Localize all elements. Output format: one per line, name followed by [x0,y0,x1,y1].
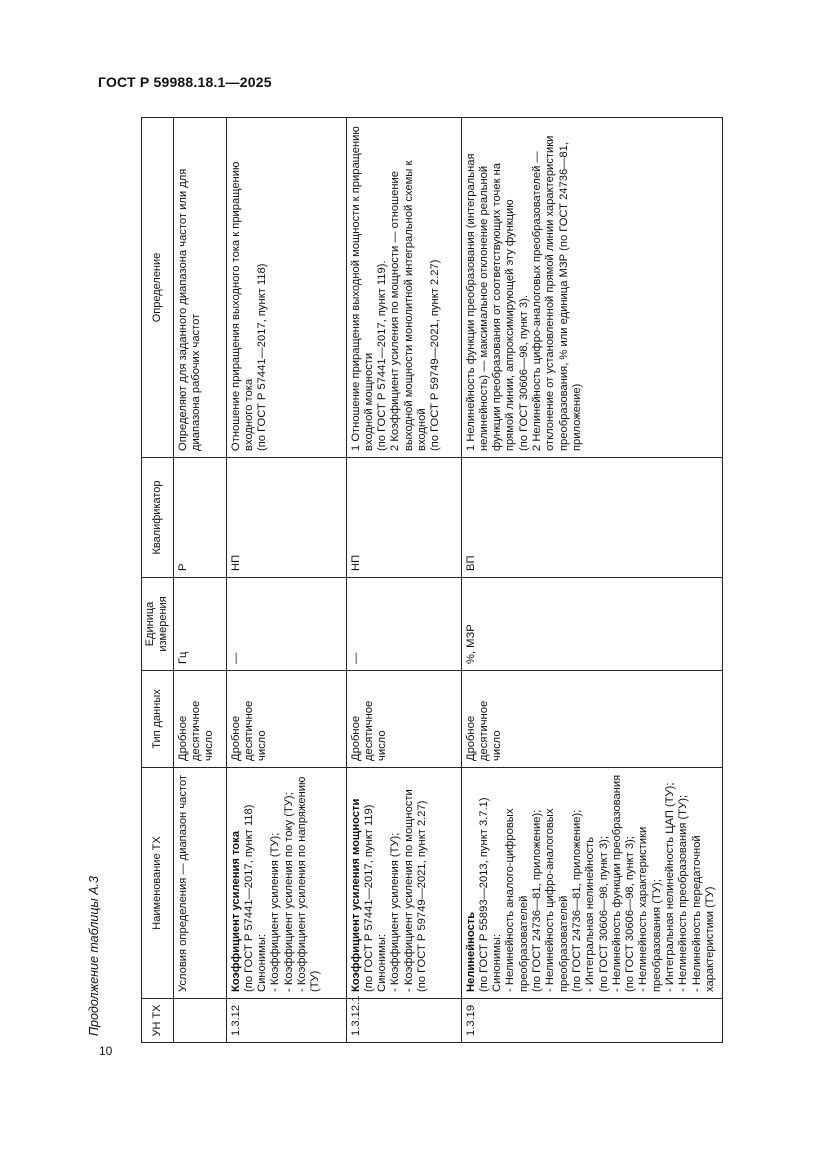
column-header-unit: Единица измерения [142,578,174,671]
name-line: - Коэффициент усиления (ТУ); [269,832,282,992]
definition-line: (по ГОСТ Р 57441—2017, пункт 118) [256,263,269,451]
name-title: Нелинейность [464,911,477,992]
name-line: Синонимы: [376,934,389,992]
column-header-id: УН ТХ [142,999,174,1043]
cell-type: Дробное десятичное число [226,671,346,768]
definition-line: (по ГОСТ Р 57441—2017, пункт 119). [376,260,389,451]
cell-type: Дробное десятичное число [173,671,226,768]
table-caption: Продолжение таблицы А.3 [87,876,101,1036]
name-line: Синонимы: [256,934,269,992]
cell-unit: — [346,578,461,671]
cell-unit: — [226,578,346,671]
name-line: (по ГОСТ 24736—81, приложение); [531,809,544,992]
cell-qualifier: НП [346,458,461,578]
name-line: - Нелинейность преобразования (ТУ); [677,794,690,992]
column-header-qualifier: Квалификатор [142,458,174,578]
table-row [461,118,722,1043]
column-header-definition: Определение [142,118,174,458]
document-header: ГОСТ Р 59988.18.1—2025 [98,74,272,90]
table-row [173,118,226,1043]
name-line: (по ГОСТ Р 57441—2017, пункт 119) [362,804,375,992]
cell-unit: %, МЗР [461,578,722,671]
name-line: - Коэффициент усиления по напряжению (ТУ) [296,776,322,992]
table-row [226,118,346,1043]
name-title: Коэффициент усиления мощности [349,798,362,992]
column-header-type: Тип данных [142,671,174,768]
rotated-table-container [141,118,723,1043]
name-line: - Коэффициент усиления по току (ТУ); [282,792,295,992]
definition-line: Отношение приращения выходного тока к приращению входного тока [229,161,255,451]
name-line: (по ГОСТ 30606—98, пункт 3); [597,836,610,992]
cell-definition [346,118,461,458]
cell-name [346,768,461,999]
cell-name [461,768,722,999]
cell-id: 1.3.12 [226,999,346,1043]
name-line: - Интегральная нелинейность ЦАП (ТУ); [664,782,677,992]
cell-definition [173,118,226,458]
cell-id: 1.3.12.1 [346,999,461,1043]
cell-qualifier: Р [173,458,226,578]
name-line: - Интегральная нелинейность [584,836,597,992]
characteristics-table [141,117,723,1043]
table-header-row [142,118,174,1043]
page-number: 10 [99,1044,113,1058]
cell-type: Дробное десятичное число [346,671,461,768]
table-row [346,118,461,1043]
name-line: (по ГОСТ Р 57441—2017, пункт 118) [242,804,255,992]
definition-line: (по ГОСТ 30606—98, пункт 3). [517,295,530,451]
name-line: Условия определения — диапазон частот [176,774,189,992]
cell-id [173,999,226,1043]
name-title: Коэффициент усиления тока [229,831,242,992]
name-line: (по ГОСТ Р 55893—2013, пункт 3.7.1) [477,797,490,992]
cell-definition [461,118,722,458]
definition-line: 1 Отношение приращения выходной мощности к приращению входной мощности [349,126,375,451]
column-header-name: Наименование ТХ [142,768,174,999]
name-line: Синонимы: [491,934,504,992]
name-line: - Нелинейность функции преобразования (по ГОСТ 30606—98, пункт 3); [610,774,637,992]
name-line: (по ГОСТ Р 59749—2021, пункт 2.27) [416,800,429,992]
cell-name [173,768,226,999]
definition-line: Определяют для заданного диапазона частот или для диапазона рабочих частот [176,168,202,451]
cell-type: Дробное десятичное число [461,671,722,768]
name-line: - Нелинейность аналого-цифровых преобразователей [504,808,530,992]
cell-name [226,768,346,999]
cell-qualifier: ВП [461,458,722,578]
definition-line: 2 Коэффициент усиления по мощности — отношение выходной мощности монолитной интегральной схемы к входной [389,160,429,451]
definition-line: 1 Нелинейность функции преобразования (интегральная нелинейность) — максимальное отклонение реальной функции преобразования от соответствующих точек на прямой линии, аппроксимирующей эту функцию [464,153,517,451]
definition-line: (по ГОСТ Р 59749—2021, пункт 2.27) [429,259,442,451]
definition-line: 2 Нелинейность цифро-аналоговых преобразователей — отклонение от установленной прямой линии характеристики преобразования, % или единица МЗР (по ГОСТ 24736—81, приложение) [531,135,583,451]
name-line: - Нелинейность передаточной характеристики (ТУ) [690,835,716,992]
name-line: - Нелинейность характеристики преобразования (ТУ); [637,826,663,992]
cell-definition [226,118,346,458]
name-line: - Нелинейность цифро-аналоговых преобразователей [544,808,570,992]
cell-qualifier: НП [226,458,346,578]
cell-unit: Гц [173,578,226,671]
name-line: - Коэффициент усиления (ТУ); [389,832,402,992]
name-line: - Коэффициент усиления по мощности [402,789,415,992]
cell-id: 1.3.19 [461,999,722,1043]
name-line: (по ГОСТ 24736—81, приложение); [570,809,583,992]
